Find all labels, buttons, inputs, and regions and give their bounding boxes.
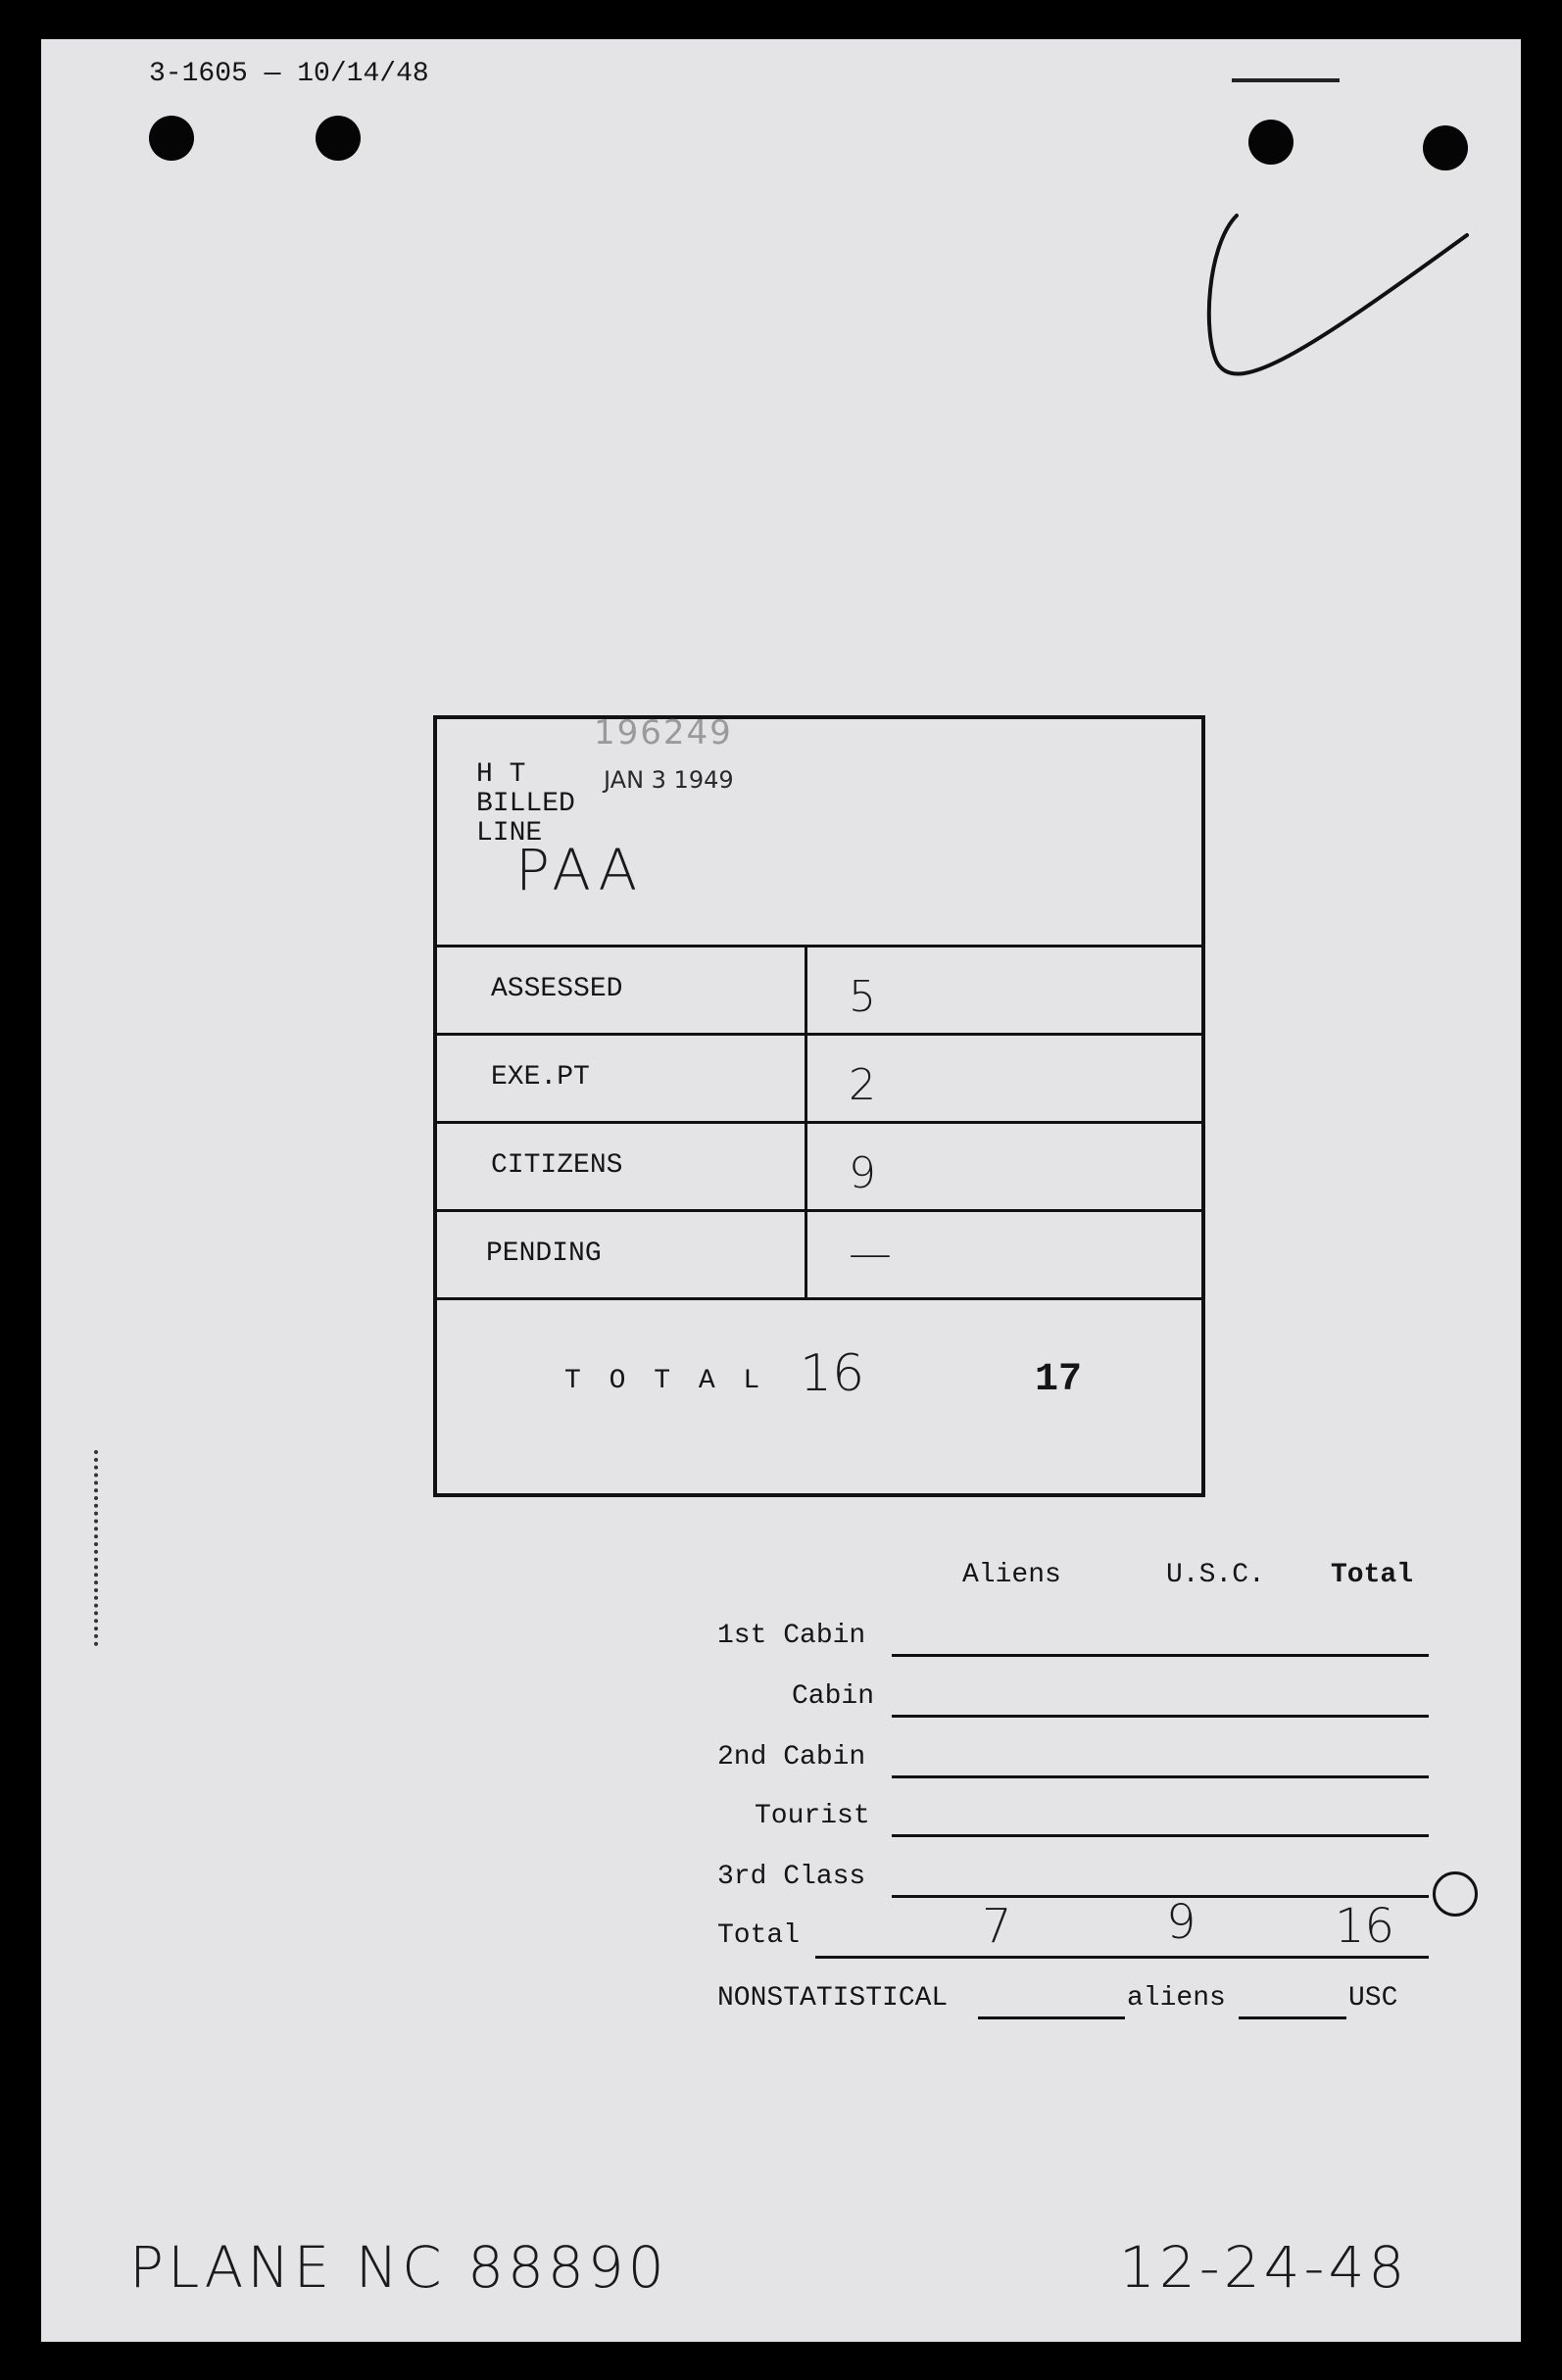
- total-typed: 17: [1035, 1358, 1083, 1402]
- total-aliens-value: 7: [982, 1899, 1012, 1954]
- row-pending-value: —: [849, 1229, 892, 1279]
- row-2nd-cabin: 2nd Cabin: [717, 1742, 866, 1773]
- punch-hole: [316, 116, 361, 161]
- punch-hole: [1248, 120, 1294, 165]
- row-1st-cabin: 1st Cabin: [717, 1621, 866, 1651]
- row-total: Total: [717, 1920, 801, 1951]
- total-label: T O T A L: [564, 1366, 766, 1396]
- row-pending-label: PENDING: [486, 1239, 602, 1269]
- header-mark: [1232, 78, 1340, 82]
- col-total: Total: [1331, 1560, 1414, 1590]
- punch-hole: [1423, 125, 1468, 170]
- billing-box: [433, 715, 1205, 1497]
- row-citizens-value: 9: [849, 1148, 876, 1198]
- billing-label: H T BILLED LINE: [476, 759, 575, 849]
- col-usc: U.S.C.: [1166, 1560, 1265, 1590]
- row-tourist: Tourist: [755, 1801, 870, 1831]
- nonstat-label: NONSTATISTICAL: [717, 1983, 949, 2014]
- stamp-serial: 196249: [594, 713, 733, 753]
- check-mark: [1197, 186, 1472, 431]
- row-citizens-label: CITIZENS: [491, 1150, 623, 1181]
- row-assessed-value: 5: [849, 972, 876, 1022]
- nonstat-aliens: aliens: [1127, 1983, 1226, 2014]
- footer-date: 12-24-48: [1119, 2234, 1409, 2301]
- total-total-value: 16: [1335, 1899, 1395, 1954]
- plane-number: PLANE NC 88890: [129, 2234, 668, 2301]
- total-usc-value: 9: [1166, 1895, 1196, 1950]
- circle-mark: [1433, 1871, 1478, 1917]
- total-handwritten: 16: [800, 1344, 865, 1403]
- form-number: 3-1605 — 10/14/48: [149, 59, 429, 89]
- nonstat-usc: USC: [1348, 1983, 1398, 2014]
- row-exempt-label: EXE.PT: [491, 1062, 590, 1093]
- col-aliens: Aliens: [962, 1560, 1061, 1590]
- row-exempt-value: 2: [849, 1060, 876, 1110]
- document-page: [41, 39, 1521, 2342]
- row-assessed-label: ASSESSED: [491, 974, 623, 1004]
- row-cabin: Cabin: [792, 1681, 875, 1712]
- row-3rd-class: 3rd Class: [717, 1862, 866, 1892]
- stamp-date: JAN 3 1949: [604, 766, 734, 794]
- carrier-name: PAA: [515, 837, 644, 903]
- punch-hole: [149, 116, 194, 161]
- edge-marks: [94, 1450, 104, 1646]
